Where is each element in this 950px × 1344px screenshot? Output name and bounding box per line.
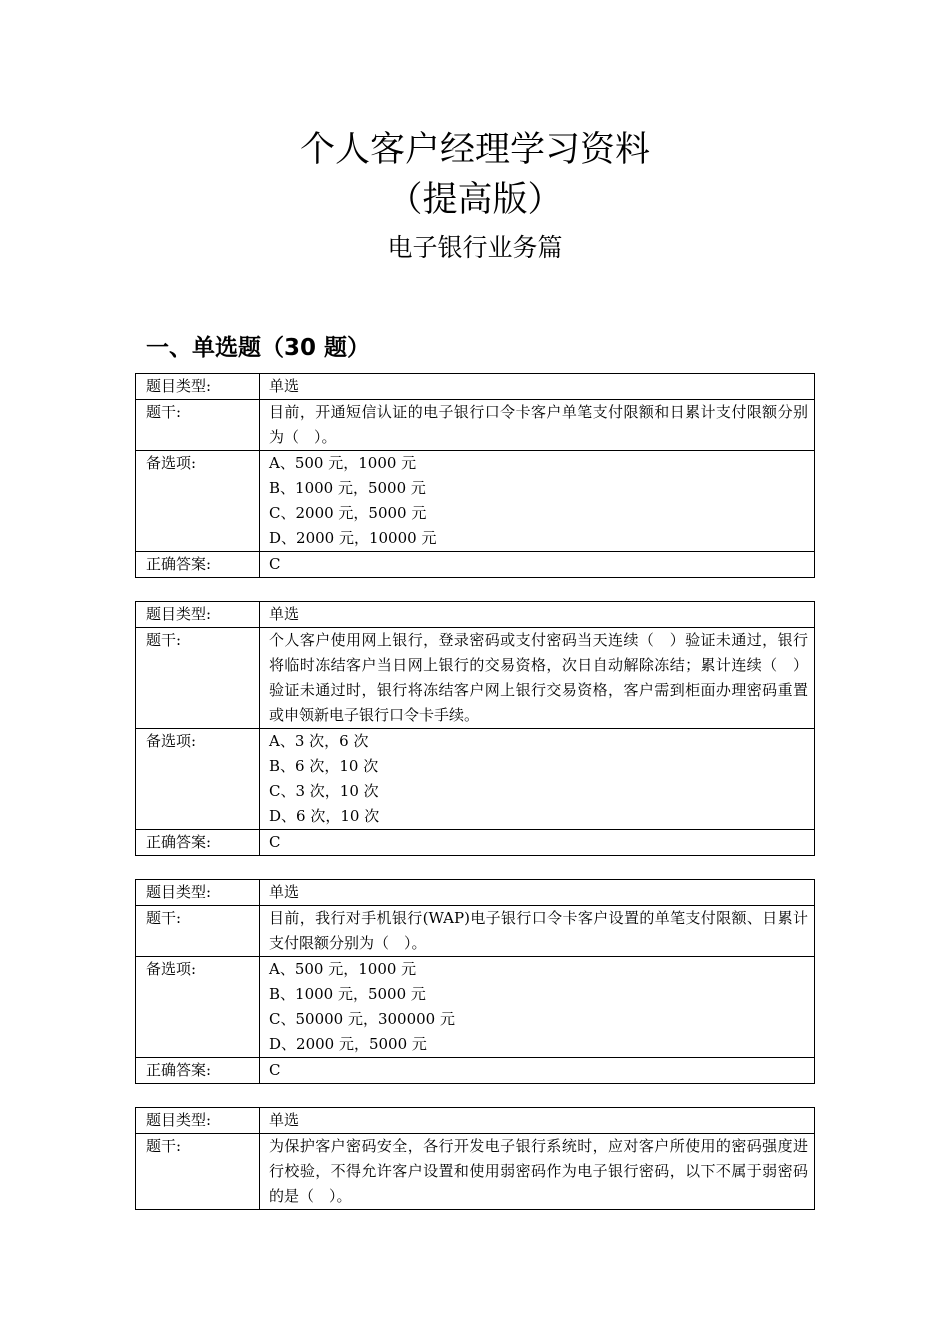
question-type-row [136,602,815,628]
type-label: 题目类型: [136,374,260,400]
answer-value: C [260,1058,815,1084]
option-d: D、6 次，10 次 [269,807,380,825]
options-list [260,451,815,552]
question-table [135,879,815,1084]
question-type-row [136,374,815,400]
question-answer-row [136,1058,815,1084]
option-b: B、1000 元，5000 元 [269,985,426,1003]
question-answer-row [136,830,815,856]
option-c: C、2000 元，5000 元 [269,504,427,522]
document-subtitle: （提高版） [387,180,563,220]
answer-label: 正确答案: [136,552,260,578]
section-heading: 一、单选题（30 题） [146,335,371,361]
question-type-row [136,880,815,906]
answer-label: 正确答案: [136,1058,260,1084]
question-stem-row [136,400,815,451]
stem-text: 目前，开通短信认证的电子银行口令卡客户单笔支付限额和日累计支付限额分别为（ ）。 [260,400,815,451]
stem-label: 题干: [136,906,260,957]
option-b: B、1000 元，5000 元 [269,479,426,497]
option-a: A、3 次，6 次 [269,732,369,750]
options-label: 备选项: [136,729,260,830]
answer-value: C [260,552,815,578]
document-title: 个人客户经理学习资料 [299,130,650,170]
type-label: 题目类型: [136,602,260,628]
question-options-row [136,729,815,830]
options-list [260,729,815,830]
stem-label: 题干: [136,1134,260,1210]
stem-text: 个人客户使用网上银行，登录密码或支付密码当天连续（ ）验证未通过，银行将临时冻结客户当日网上银行的交易资格，次日自动解除冻结；累计连续（ ）验证未通过时，银行将冻结客户网上银行交易资格，客户需到柜面办理密码重置或申领新电子银行口令卡手续。 [260,628,815,729]
options-label: 备选项: [136,451,260,552]
question-table [135,601,815,856]
question-stem-row [136,906,815,957]
question-table [135,1107,815,1210]
stem-label: 题干: [136,628,260,729]
type-label: 题目类型: [136,880,260,906]
stem-label: 题干: [136,400,260,451]
document-topic: 电子银行业务篇 [387,233,563,262]
question-stem-row [136,628,815,729]
question-type-row [136,1108,815,1134]
option-b: B、6 次，10 次 [269,757,379,775]
stem-text: 为保护客户密码安全，各行开发电子银行系统时，应对客户所使用的密码强度进行校验，不得允许客户设置和使用弱密码作为电子银行密码，以下不属于弱密码的是（ ）。 [260,1134,815,1210]
stem-text: 目前，我行对手机银行(WAP)电子银行口令卡客户设置的单笔支付限额、日累计支付限额分别为（ ）。 [260,906,815,957]
options-list [260,957,815,1058]
answer-value: C [260,830,815,856]
option-d: D、2000 元，10000 元 [269,529,437,547]
answer-label: 正确答案: [136,830,260,856]
options-label: 备选项: [136,957,260,1058]
option-a: A、500 元，1000 元 [269,960,417,978]
option-c: C、3 次，10 次 [269,782,379,800]
question-answer-row [136,552,815,578]
question-stem-row [136,1134,815,1210]
type-label: 题目类型: [136,1108,260,1134]
question-table [135,373,815,578]
question-options-row [136,451,815,552]
type-value: 单选 [260,374,815,400]
type-value: 单选 [260,602,815,628]
type-value: 单选 [260,880,815,906]
option-a: A、500 元，1000 元 [269,454,417,472]
type-value: 单选 [260,1108,815,1134]
option-d: D、2000 元，5000 元 [269,1035,427,1053]
option-c: C、50000 元，300000 元 [269,1010,455,1028]
question-options-row [136,957,815,1058]
